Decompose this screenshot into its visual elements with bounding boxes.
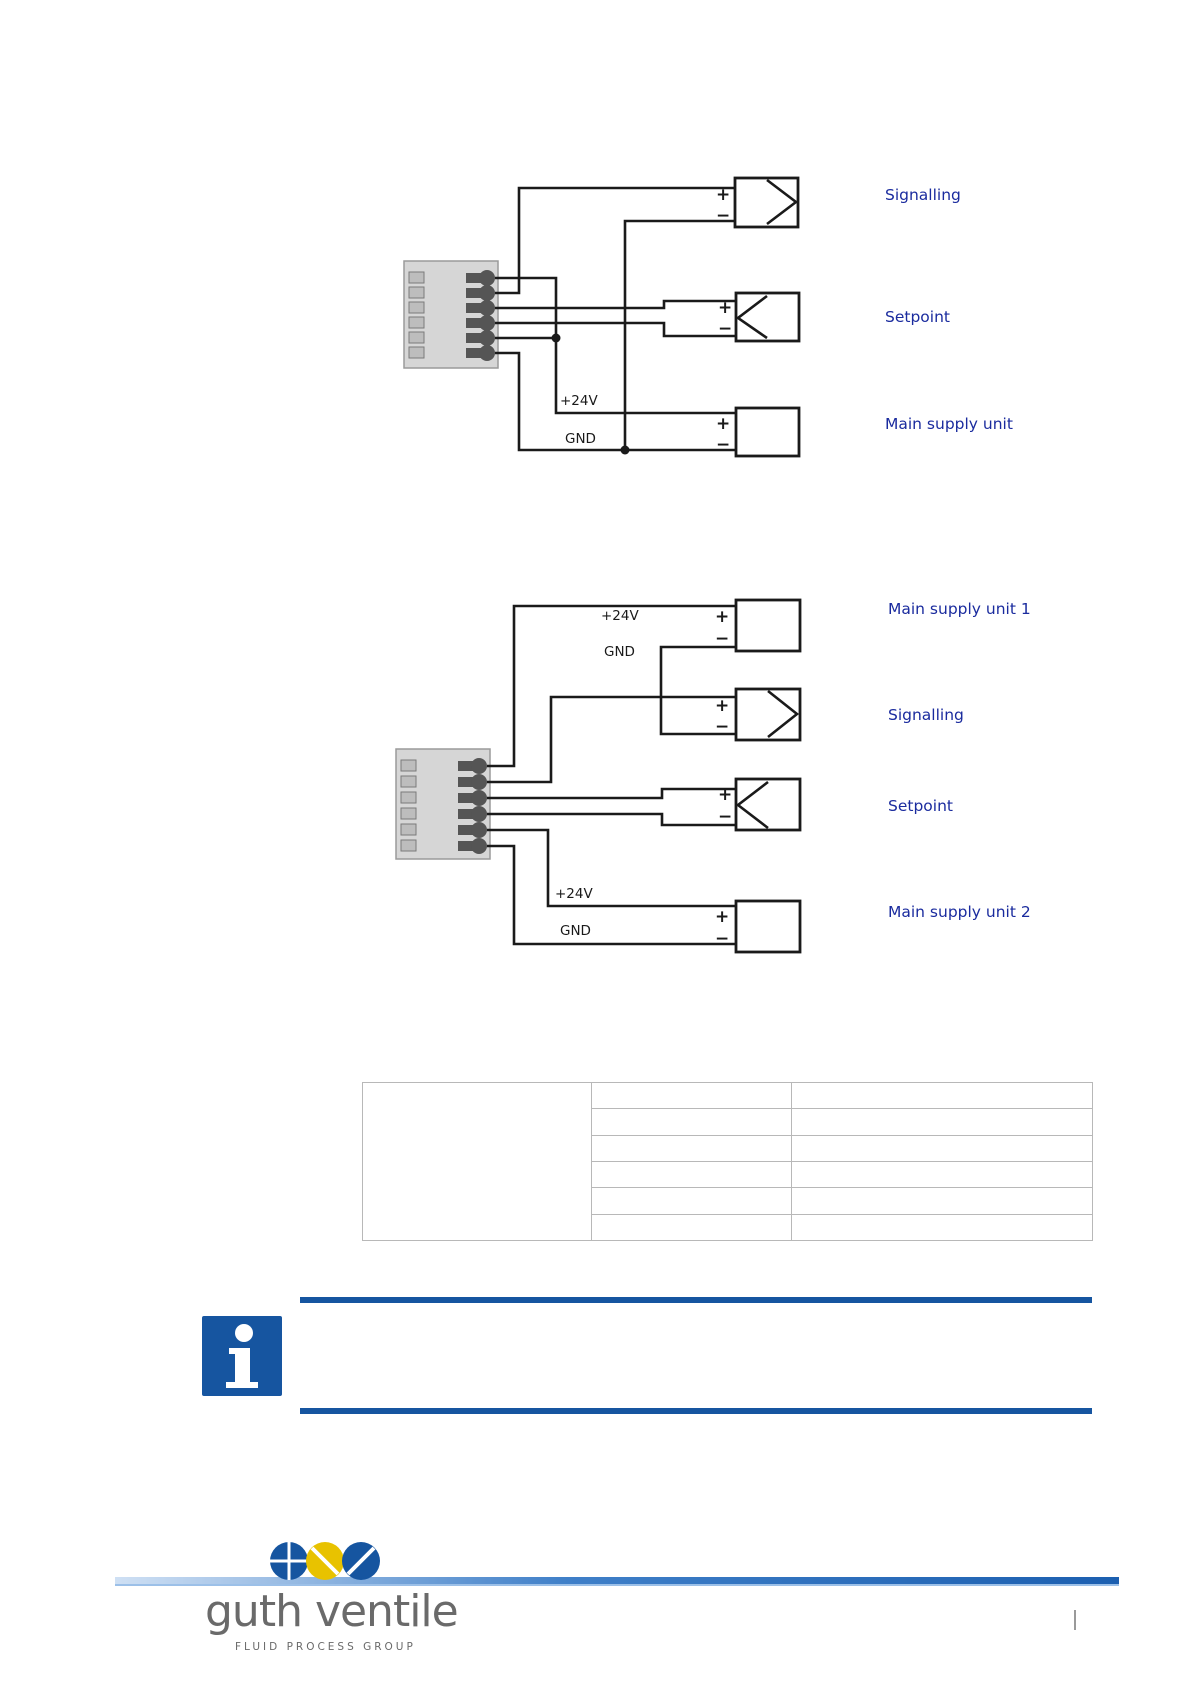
connector-block-1 bbox=[404, 261, 498, 368]
brand-name: guth ventile bbox=[205, 1586, 458, 1637]
svg-text:+: + bbox=[716, 185, 731, 205]
info-icon bbox=[202, 1316, 282, 1396]
svg-text:+: + bbox=[718, 785, 733, 805]
table-cell-merged bbox=[363, 1083, 592, 1241]
svg-text:+: + bbox=[718, 298, 733, 318]
label-main-supply-1: Main supply unit bbox=[885, 415, 1013, 433]
wire-label-gnd-bottom: GND bbox=[560, 923, 591, 939]
svg-text:−: − bbox=[716, 435, 731, 455]
svg-text:−: − bbox=[715, 717, 730, 737]
svg-text:−: − bbox=[718, 807, 733, 827]
info-rule-bottom bbox=[300, 1408, 1092, 1414]
label-signalling-1: Signalling bbox=[885, 186, 961, 204]
main-supply-device-2a bbox=[715, 600, 800, 651]
setpoint-device-2 bbox=[718, 779, 800, 830]
signalling-device-1 bbox=[716, 178, 798, 227]
svg-text:−: − bbox=[718, 319, 733, 339]
svg-text:−: − bbox=[715, 929, 730, 949]
page-number-divider bbox=[1074, 1610, 1076, 1630]
specification-table bbox=[362, 1082, 1093, 1241]
main-supply-device-1 bbox=[716, 408, 799, 456]
wiring-diagram-1 bbox=[404, 178, 799, 456]
wire-label-24v: +24V bbox=[560, 393, 598, 409]
brand-logo-circles bbox=[270, 1542, 380, 1580]
wire-label-gnd-top: GND bbox=[604, 644, 635, 660]
svg-text:+: + bbox=[715, 607, 730, 627]
connector-block-2 bbox=[396, 749, 490, 859]
wire-label-gnd: GND bbox=[565, 431, 596, 447]
brand-tagline: FLUID PROCESS GROUP bbox=[235, 1641, 416, 1653]
svg-text:+: + bbox=[715, 696, 730, 716]
signalling-device-2 bbox=[715, 689, 800, 740]
svg-text:+: + bbox=[716, 414, 731, 434]
info-rule-top bbox=[300, 1297, 1092, 1303]
table-row bbox=[363, 1083, 1093, 1109]
svg-text:−: − bbox=[715, 629, 730, 649]
brand-wordmark bbox=[205, 1588, 465, 1660]
label-setpoint-2: Setpoint bbox=[888, 797, 953, 815]
wiring-diagram-2 bbox=[396, 600, 800, 952]
footer-stripe bbox=[115, 1577, 1119, 1586]
svg-text:+: + bbox=[715, 907, 730, 927]
wire-label-24v-top: +24V bbox=[601, 608, 639, 624]
label-signalling-2: Signalling bbox=[888, 706, 964, 724]
main-supply-device-2b bbox=[715, 901, 800, 952]
wire-label-24v-bottom: +24V bbox=[555, 886, 593, 902]
label-main-supply-unit-2: Main supply unit 2 bbox=[888, 903, 1031, 921]
svg-text:−: − bbox=[716, 206, 731, 226]
label-setpoint-1: Setpoint bbox=[885, 308, 950, 326]
label-main-supply-unit-1: Main supply unit 1 bbox=[888, 600, 1031, 618]
setpoint-device-1 bbox=[718, 293, 799, 341]
